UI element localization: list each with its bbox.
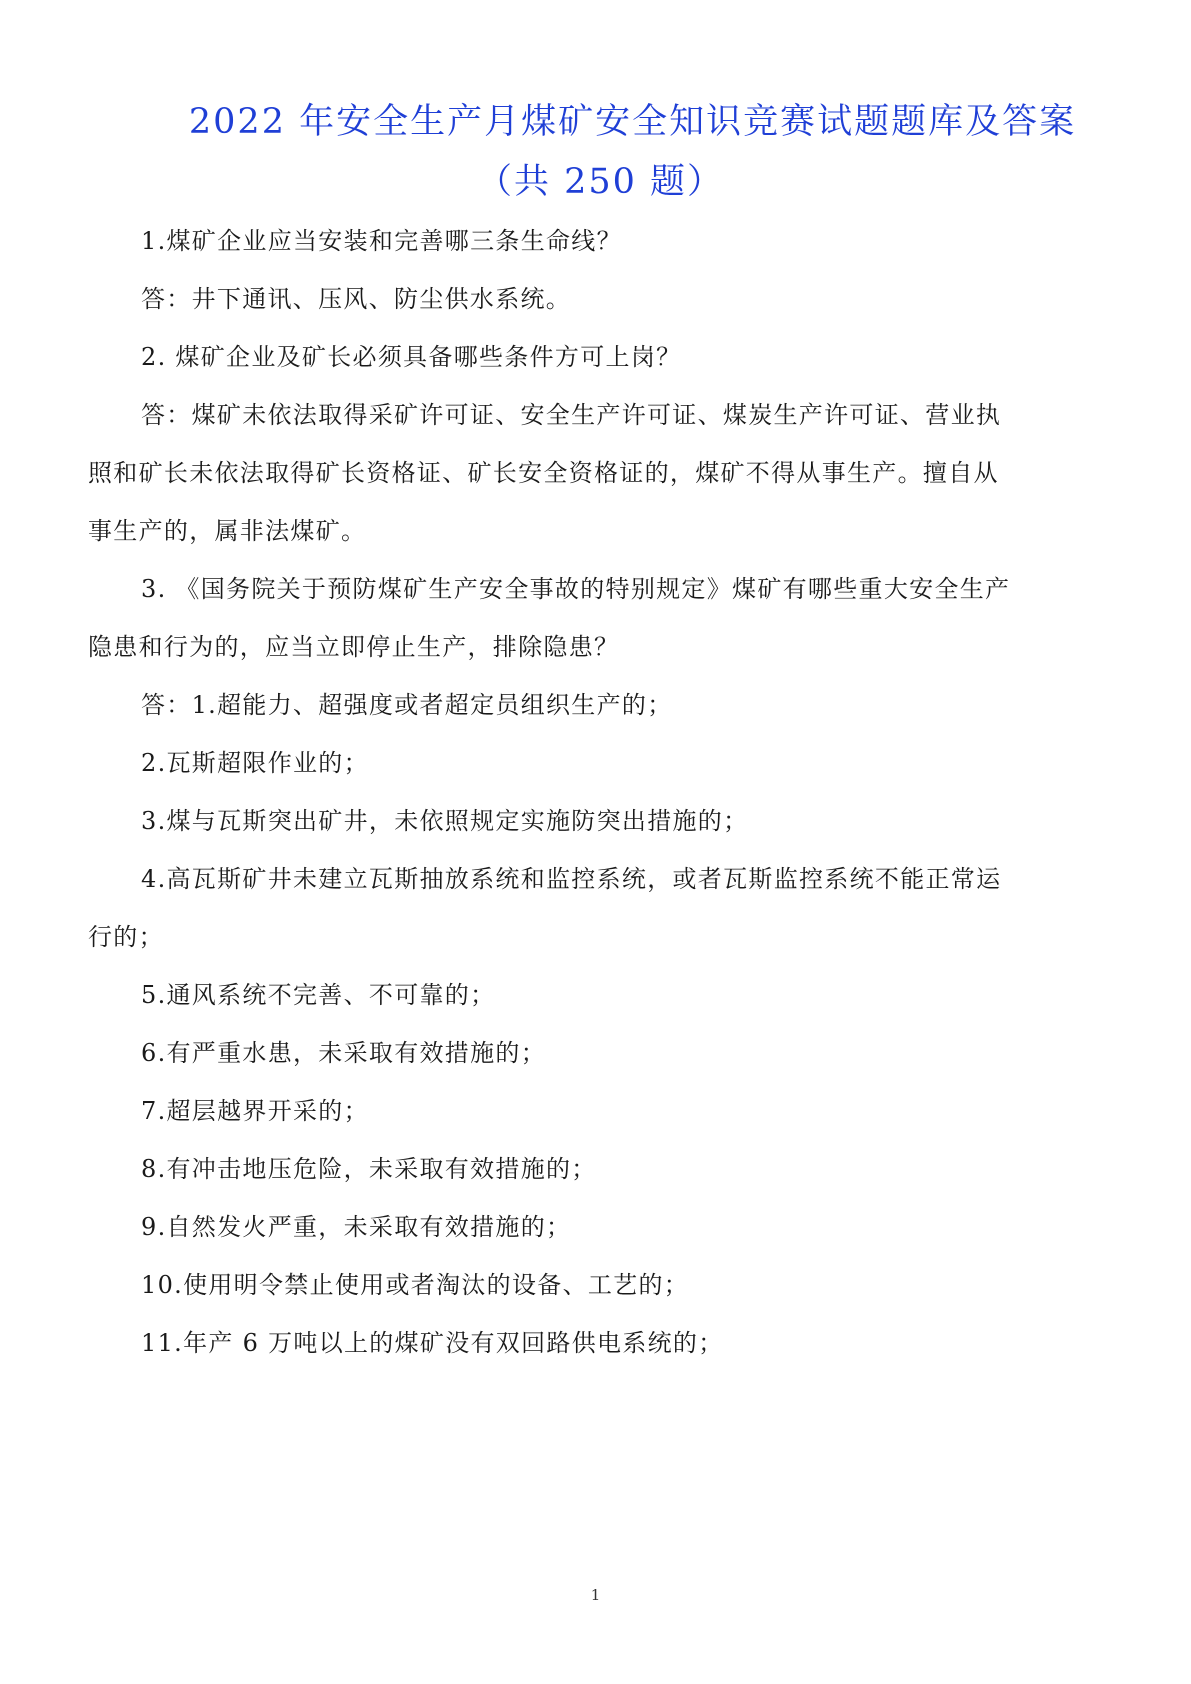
page-number: 1	[590, 1586, 601, 1604]
answer-2-line-1: 答：煤矿未依法取得采矿许可证、安全生产许可证、煤炭生产许可证、营业执	[141, 401, 1002, 429]
document-title-line-1: 2022 年安全生产月煤矿安全知识竞赛试题题库及答案	[188, 102, 1077, 142]
question-3-line-2: 隐患和行为的，应当立即停止生产，排除隐患？	[88, 633, 620, 661]
question-1: 1.煤矿企业应当安装和完善哪三条生命线？	[141, 227, 622, 255]
answer-3-item-6: 6.有严重水患，未采取有效措施的；	[141, 1039, 546, 1067]
question-2: 2. 煤矿企业及矿长必须具备哪些条件方可上岗？	[141, 343, 682, 371]
answer-3-item-3: 3.煤与瓦斯突出矿井，未依照规定实施防突出措施的；	[141, 807, 749, 835]
answer-3-item-5: 5.通风系统不完善、不可靠的；	[141, 981, 496, 1009]
answer-3-item-1: 答：1.超能力、超强度或者超定员组织生产的；	[141, 691, 673, 719]
answer-2-line-3: 事生产的，属非法煤矿。	[88, 517, 367, 545]
answer-3-item-2: 2.瓦斯超限作业的；	[141, 749, 369, 777]
answer-3-item-7: 7.超层越界开采的；	[141, 1097, 369, 1125]
answer-3-item-4-line-2: 行的；	[88, 923, 164, 951]
question-3-line-1: 3. 《国务院关于预防煤矿生产安全事故的特别规定》煤矿有哪些重大安全生产	[141, 575, 1011, 603]
answer-3-item-9: 9.自然发火严重，未采取有效措施的；	[141, 1213, 572, 1241]
document-title-line-2: （共 250 题）	[476, 162, 725, 202]
answer-3-item-11: 11.年产 6 万吨以上的煤矿没有双回路供电系统的；	[141, 1329, 724, 1357]
answer-1: 答：井下通讯、压风、防尘供水系统。	[141, 285, 572, 313]
answer-2-line-2: 照和矿长未依法取得矿长资格证、矿长安全资格证的，煤矿不得从事生产。擅自从	[88, 459, 999, 487]
answer-3-item-4-line-1: 4.高瓦斯矿井未建立瓦斯抽放系统和监控系统，或者瓦斯监控系统不能正常运	[141, 865, 1002, 893]
answer-3-item-10: 10.使用明令禁止使用或者淘汰的设备、工艺的；	[141, 1271, 690, 1299]
answer-3-item-8: 8.有冲击地压危险，未采取有效措施的；	[141, 1155, 597, 1183]
